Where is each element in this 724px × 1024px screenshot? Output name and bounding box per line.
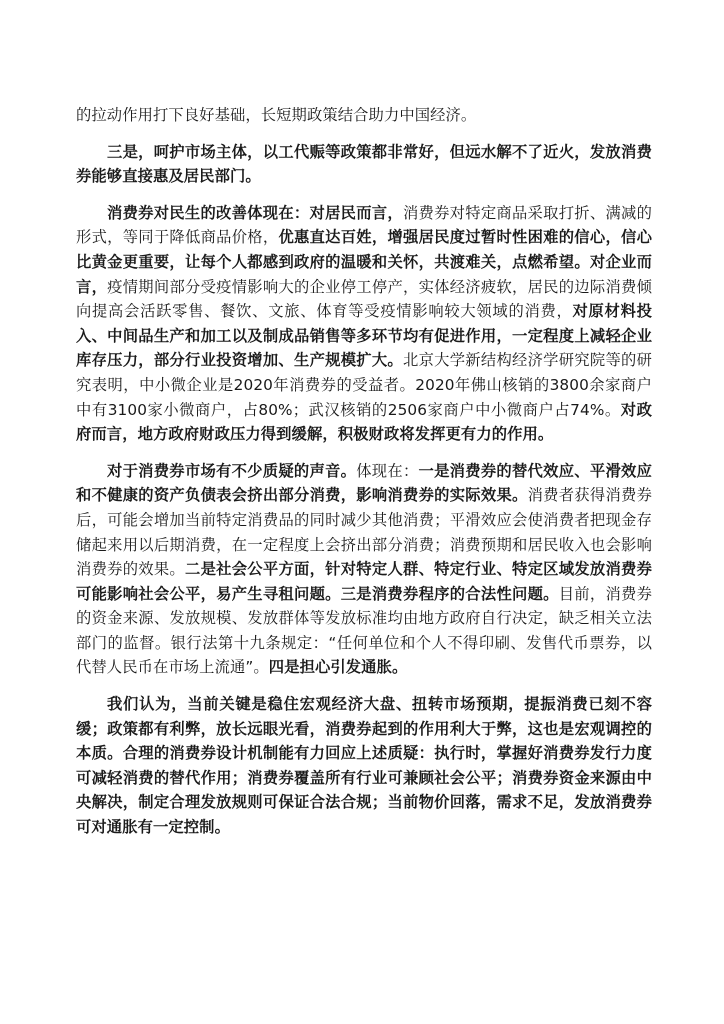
text-run: 消费者获得消费券后，可能会增加当前特定消费品的同时减少其他消费；平滑效应会使消费者把现金存储起来用以后期消费，在一定程度上会挤出部分消费；消费预期和居民收入也会影响消费券的效果。: [76, 486, 652, 579]
paragraph-4: [76, 459, 652, 680]
paragraph-2: [76, 140, 652, 189]
text-run: 北京大学新结构经济学研究院等的研究表明，中小微企业是2020年消费券的受益者。2020年佛山核销的3800余家商户中有3100家小微商户，占80%；武汉核销的2506家商户中小微商户占74%。: [76, 351, 652, 419]
text-run: 目前，消费券的资金来源、发放规模、发放群体等发放标准均由地方政府自行决定，缺乏相关立法部门的监督。银行法第十九条规定：“任何单位和个人不得印刷、发售代币票券，以代替人民币在市场上流通”。: [76, 584, 652, 677]
text-run: 消费券对特定商品采取打折、满减的形式，等同于降低商品价格，: [76, 203, 652, 247]
paragraph-1: [76, 103, 652, 128]
text-run: 我们认为，当前关键是稳住宏观经济大盘、扭转市场预期，提振消费已刻不容缓；政策都有利弊，放长远眼光看，消费券起到的作用利大于弊，这也是宏观调控的本质。合理的消费券设计机制能有力回应上述质疑：执行时，掌握好消费券发行力度可减轻消费的替代作用；消费券覆盖所有行业可兼顾社会公平；消费券资金来源由中央解决，制定合理发放规则可保证合法合规；当前物价回落，需求不足，发放消费券可对通胀有一定控制。: [76, 695, 652, 837]
text-run-bold: 一是消费券的替代效应、平滑效应和不健康的资产负债表会挤出部分消费，影响消费券的实际效果。: [76, 461, 652, 505]
paragraph-3: [76, 201, 652, 447]
text-run-bold: 对于消费券市场有不少质疑的声音。: [107, 461, 357, 480]
text-run-bold: 消费券对民生的改善体现在：对居民而言，: [107, 203, 403, 222]
text-run-bold: 四是担心引发通胀。: [268, 658, 408, 677]
text-run-bold: 对政府而言，地方政府财政压力得到缓解，积极财政将发挥更有力的作用。: [76, 400, 652, 444]
text-run-bold: 对原材料投入、中间品生产和加工以及制成品销售等多环节均有促进作用，一定程度上减轻企业库存压力，部分行业投资增加、生产规模扩大。: [76, 302, 652, 370]
text-run-bold: 优惠直达百姓，增强居民度过暂时性困难的信心，信心比黄金更重要，让每个人都感到政府的温暖和关怀，共渡难关，点燃希望。对企业而言，: [76, 228, 652, 296]
text-run: 疫情期间部分受疫情影响大的企业停工停产，实体经济疲软，居民的边际消费倾向提高会活跃零售、餐饮、文旅、体育等受疫情影响较大领域的消费，: [76, 277, 652, 321]
text-run-bold: 二是社会公平方面，针对特定人群、特定行业、特定区域发放消费券可能影响社会公平，易产生寻租问题。三是消费券程序的合法性问题。: [76, 560, 652, 603]
paragraph-5: [76, 692, 652, 840]
text-run: 三是，呵护市场主体，以工代赈等政策都非常好，但远水解不了近火，发放消费券能够直接惠及居民部门。: [76, 142, 652, 186]
text-run: 的拉动作用打下良好基础，长短期政策结合助力中国经济。: [76, 106, 477, 124]
document-body: [76, 103, 652, 840]
text-run: 体现在：: [356, 461, 419, 480]
